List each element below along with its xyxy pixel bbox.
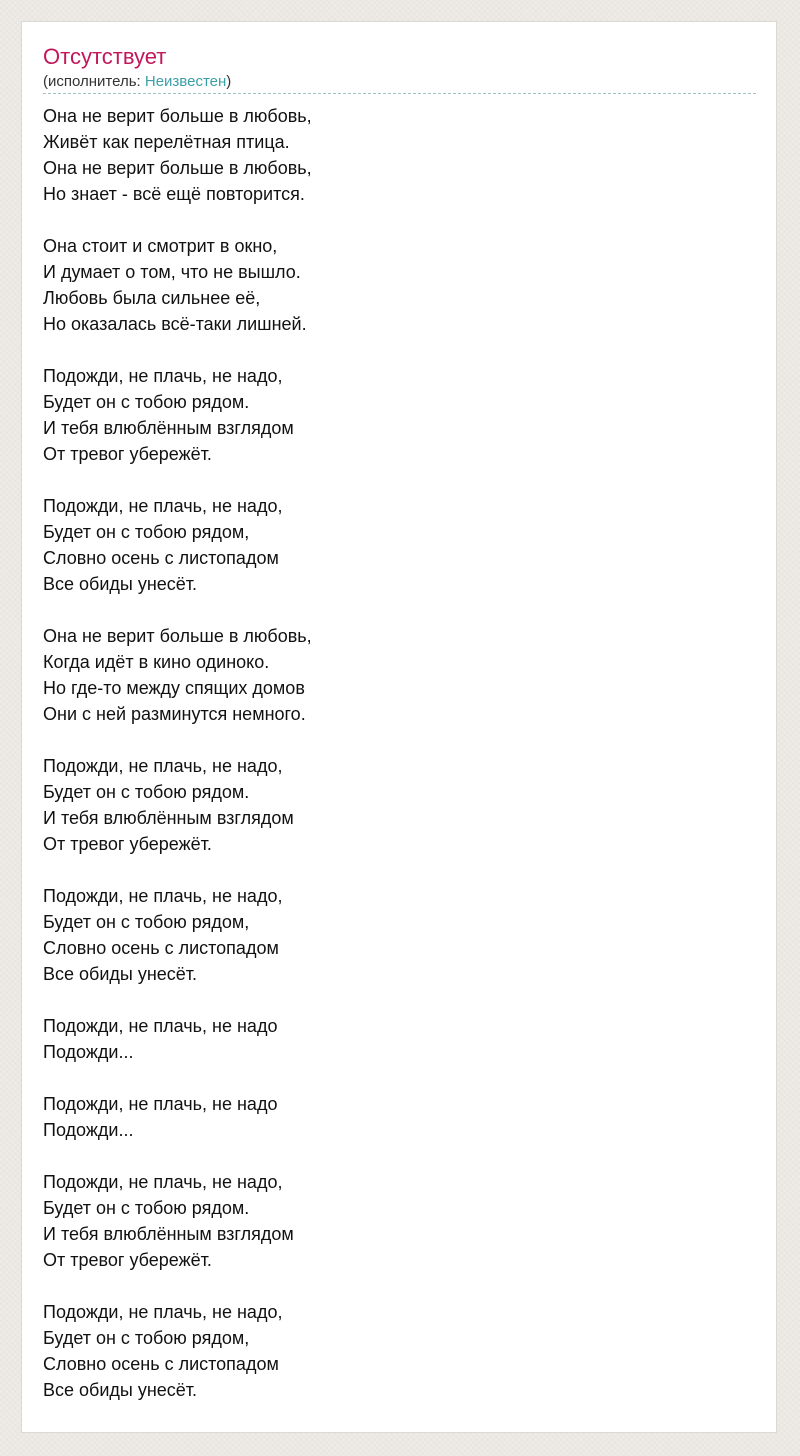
lyrics-stanza	[43, 1299, 312, 1403]
lyrics-line: Подожди, не плачь, не надо,	[43, 366, 283, 386]
lyrics-line: Подожди, не плачь, не надо,	[43, 496, 283, 516]
lyrics-stanza	[43, 1091, 312, 1143]
lyrics-line: Когда идёт в кино одиноко.	[43, 652, 270, 672]
artist-prefix: (исполнитель:	[43, 73, 145, 90]
lyrics-line: Подожди, не плачь, не надо	[43, 1094, 278, 1114]
lyrics-line: От тревог убережёт.	[43, 834, 212, 854]
lyrics-line: Будет он с тобою рядом.	[43, 782, 250, 802]
lyrics-line: Но оказалась всё-таки лишней.	[43, 314, 307, 334]
lyrics-line: Но знает - всё ещё повторится.	[43, 184, 305, 204]
lyrics-line: Она не верит больше в любовь,	[43, 106, 312, 126]
lyrics-line: От тревог убережёт.	[43, 444, 212, 464]
lyrics-line: Подожди...	[43, 1042, 134, 1062]
lyrics-line: Будет он с тобою рядом.	[43, 392, 250, 412]
header-divider	[43, 93, 756, 94]
lyrics-stanza	[43, 883, 312, 987]
lyrics-line: Все обиды унесёт.	[43, 1380, 198, 1400]
lyrics-line: Будет он с тобою рядом,	[43, 1328, 250, 1348]
lyrics-line: Словно осень с листопадом	[43, 1354, 279, 1374]
lyrics-line: Все обиды унесёт.	[43, 574, 198, 594]
lyrics-line: Словно осень с листопадом	[43, 938, 279, 958]
lyrics-line: Она не верит больше в любовь,	[43, 158, 312, 178]
lyrics-line: Словно осень с листопадом	[43, 548, 279, 568]
lyrics-line: И тебя влюблённым взглядом	[43, 808, 294, 828]
lyrics-line: Любовь была сильнее её,	[43, 288, 261, 308]
lyrics-stanza	[43, 753, 312, 857]
lyrics-line: От тревог убережёт.	[43, 1250, 212, 1270]
lyrics-stanza	[43, 1013, 312, 1065]
lyrics-stanza	[43, 103, 312, 207]
lyrics-line: И тебя влюблённым взглядом	[43, 1224, 294, 1244]
lyrics-line: Но где-то между спящих домов	[43, 678, 305, 698]
lyrics-line: И тебя влюблённым взглядом	[43, 418, 294, 438]
lyrics-line: Подожди, не плачь, не надо,	[43, 756, 283, 776]
lyrics-line: Подожди, не плачь, не надо,	[43, 1172, 283, 1192]
lyrics-stanza	[43, 1169, 312, 1273]
lyrics-line: Подожди, не плачь, не надо	[43, 1016, 278, 1036]
lyrics-line: Подожди, не плачь, не надо,	[43, 886, 283, 906]
lyrics-line: Подожди, не плачь, не надо,	[43, 1302, 283, 1322]
lyrics-stanza	[43, 623, 312, 727]
lyrics-line: Будет он с тобою рядом,	[43, 522, 250, 542]
lyrics-line: Будет он с тобою рядом,	[43, 912, 250, 932]
lyrics-stanza	[43, 493, 312, 597]
lyrics-stanza	[43, 233, 312, 337]
lyrics-card	[21, 21, 777, 1433]
artist-line	[43, 72, 231, 92]
artist-link[interactable]: Неизвестен	[144, 73, 227, 90]
lyrics-line: Все обиды унесёт.	[43, 964, 198, 984]
artist-suffix: )	[226, 73, 232, 90]
song-title: Отсутствует	[43, 44, 167, 69]
lyrics-text	[43, 103, 312, 1403]
lyrics-line: Она не верит больше в любовь,	[43, 626, 312, 646]
lyrics-stanza	[43, 363, 312, 467]
lyrics-line: Будет он с тобою рядом.	[43, 1198, 250, 1218]
lyrics-line: Она стоит и смотрит в окно,	[43, 236, 278, 256]
lyrics-line: Подожди...	[43, 1120, 134, 1140]
lyrics-line: Они с ней разминутся немного.	[43, 704, 306, 724]
lyrics-line: И думает о том, что не вышло.	[43, 262, 301, 282]
lyrics-line: Живёт как перелётная птица.	[43, 132, 290, 152]
